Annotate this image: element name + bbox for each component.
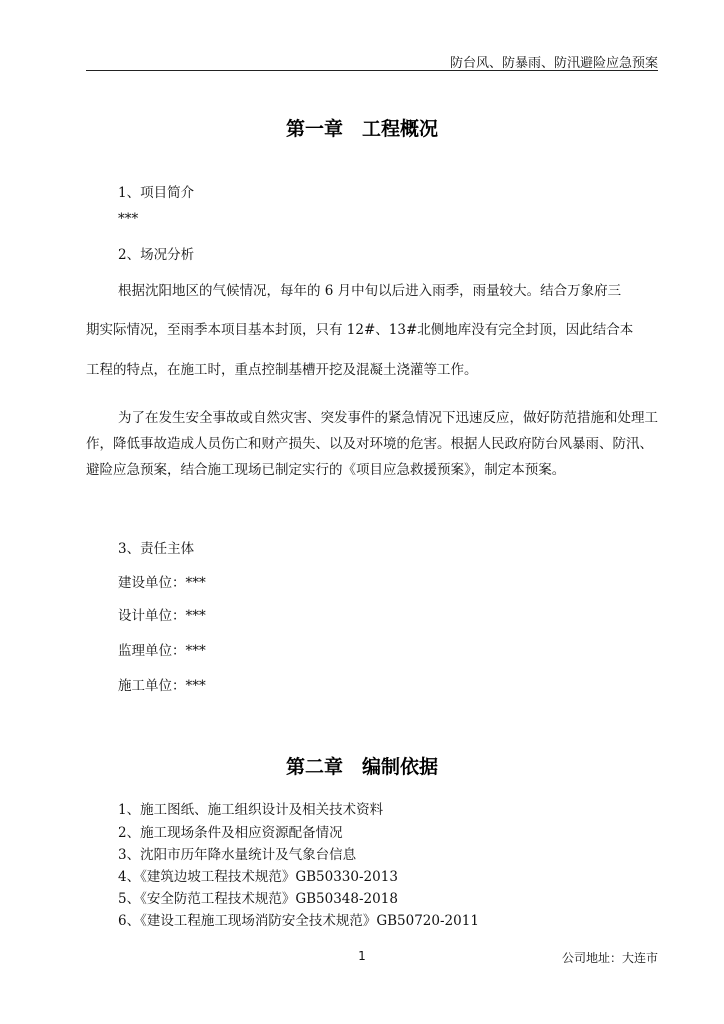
chapter-2-title: 第二章 编制依据 — [285, 756, 438, 778]
party-construction-unit: 建设单位：*** — [118, 575, 206, 591]
basis-item-4: 4、《建筑边坡工程技术规范》GB50330-2013 — [118, 869, 398, 885]
analysis-line-3: 工程的特点，在施工时，重点控制基槽开挖及混凝土浇灌等工作。 — [86, 362, 478, 378]
basis-item-5: 5、《安全防范工程技术规范》GB50348-2018 — [118, 891, 398, 907]
page-header-title: 防台风、防暴雨、防汛避险应急预案 — [449, 56, 658, 71]
project-intro-value: *** — [118, 211, 139, 227]
party-supervision-unit: 监理单位：*** — [118, 643, 206, 659]
header-divider — [86, 70, 658, 71]
analysis-line-2: 期实际情况，至雨季本项目基本封顶，只有 12#、13#北侧地库没有完全封顶，因此结合本 — [86, 322, 634, 338]
party-contractor-unit: 施工单位：*** — [118, 678, 206, 694]
section-2-heading: 2、场况分析 — [118, 247, 195, 263]
page-number: 1 — [358, 949, 366, 963]
purpose-paragraph: 为了在发生安全事故或自然灾害、突发事件的紧急情况下迅速反应，做好防范措施和处理工作，降低事故造成人员伤亡和财产损失、以及对环境的危害。根据人民政府防台风暴雨、防汛、避险应急预案，结合施工现场已制定实行的《项目应急救援预案》，制定本预案。 — [86, 410, 658, 478]
section-3-heading: 3、责任主体 — [118, 541, 195, 557]
basis-item-1: 1、施工图纸、施工组织设计及相关技术资料 — [118, 802, 384, 818]
basis-item-3: 3、沈阳市历年降水量统计及气象台信息 — [118, 847, 357, 863]
analysis-line-1: 根据沈阳地区的气候情况，每年的 6 月中旬以后进入雨季，雨量较大。结合万象府三 — [118, 283, 622, 299]
basis-item-6: 6、《建设工程施工现场消防安全技术规范》GB50720-2011 — [118, 913, 479, 929]
basis-item-2: 2、施工现场条件及相应资源配备情况 — [118, 825, 343, 841]
section-1-heading: 1、项目简介 — [118, 185, 195, 201]
chapter-1-title: 第一章 工程概况 — [285, 118, 438, 140]
company-address: 公司地址：大连市 — [561, 951, 658, 965]
party-design-unit: 设计单位：*** — [118, 608, 206, 624]
